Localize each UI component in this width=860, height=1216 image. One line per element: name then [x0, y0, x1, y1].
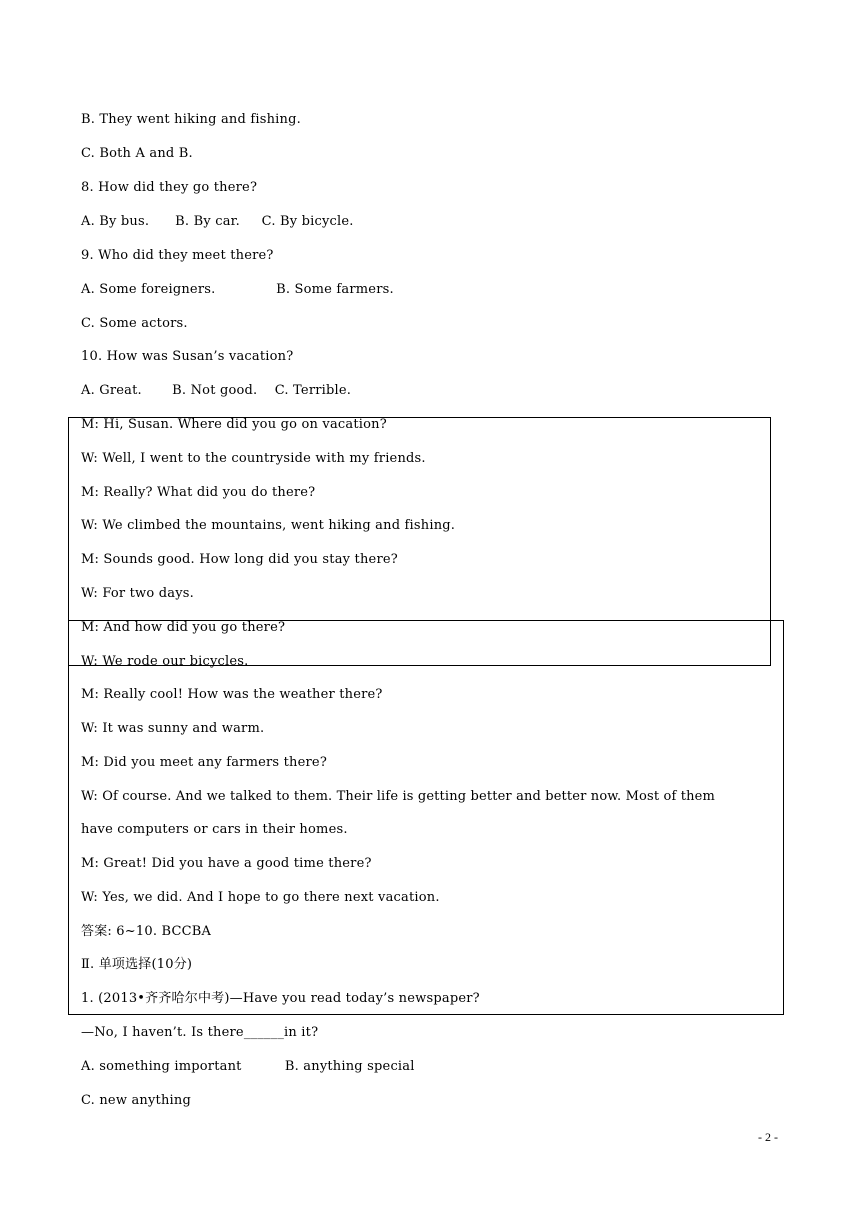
transcript-line: M: Did you meet any farmers there? [81, 755, 327, 770]
transcript-line: W: Well, I went to the countryside with my friends. [81, 451, 426, 466]
question-line: —No, I haven’t. Is there______in it? [81, 1025, 319, 1040]
transcript-line: W: We climbed the mountains, went hiking and fishing. [81, 518, 456, 533]
option-line: C. new anything [81, 1093, 191, 1108]
question-line: 8. How did they go there? [81, 180, 258, 195]
transcript-line: M: Great! Did you have a good time there? [81, 856, 372, 871]
frame-box [68, 620, 784, 1015]
question-line: 1. (2013•齐齐哈尔中考)—Have you read today’s newspaper? [81, 991, 480, 1006]
transcript-line: W: Of course. And we talked to them. Their life is getting better and better now. Most of them [81, 789, 715, 804]
answer-key: 答案: 6~10. BCCBA [81, 924, 212, 939]
transcript-line: W: We rode our bicycles. [81, 654, 249, 669]
option-line: A. something important B. anything special [81, 1059, 415, 1074]
section-heading: Ⅱ. 单项选择(10分) [81, 957, 193, 972]
transcript-line: have computers or cars in their homes. [81, 822, 348, 837]
option-line: A. By bus. B. By car. C. By bicycle. [81, 214, 354, 229]
transcript-line: M: Hi, Susan. Where did you go on vacation? [81, 417, 387, 432]
transcript-line: M: Really cool! How was the weather there? [81, 687, 383, 702]
transcript-line: M: And how did you go there? [81, 620, 286, 635]
transcript-line: M: Really? What did you do there? [81, 485, 316, 500]
transcript-line: W: Yes, we did. And I hope to go there next vacation. [81, 890, 440, 905]
question-line: 10. How was Susan’s vacation? [81, 349, 294, 364]
page-number: - 2 - [758, 1130, 778, 1144]
transcript-line: W: For two days. [81, 586, 194, 601]
option-line: A. Great. B. Not good. C. Terrible. [81, 383, 352, 398]
option-line: A. Some foreigners. B. Some farmers. [81, 282, 394, 297]
question-line: 9. Who did they meet there? [81, 248, 274, 263]
option-line: C. Some actors. [81, 316, 188, 331]
transcript-line: W: It was sunny and warm. [81, 721, 265, 736]
transcript-line: M: Sounds good. How long did you stay there? [81, 552, 398, 567]
option-line: C. Both A and B. [81, 146, 193, 161]
option-line: B. They went hiking and fishing. [81, 112, 301, 127]
